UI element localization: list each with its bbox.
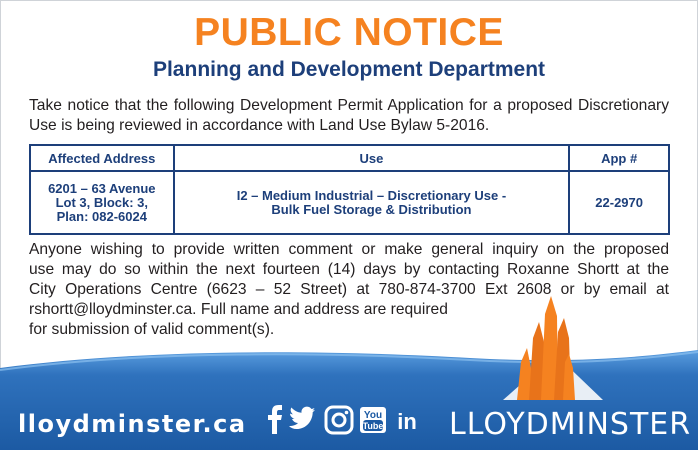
linkedin-icon[interactable] [397,409,417,434]
linkedin-in-text: in [397,409,417,434]
brand-wordmark: LLOYDMINSTER [449,407,692,442]
website-link[interactable]: lloydminster.ca [18,410,247,438]
body-line: rshortt@lloydminster.ca. Full name and address are required [29,301,448,318]
lloydminster-logo-mark [503,292,603,400]
address-line: 6201 – 63 Avenue [48,180,156,196]
table-row [30,171,669,234]
header-use: Use [174,145,570,171]
address-line: Plan: 082-6024 [56,208,147,224]
table-header-row [30,145,669,171]
address-cell [30,171,174,234]
body-line: City Operations Centre (6623 – 52 Street) at 780-874-3700 Ext 2608 or by email at [29,281,669,298]
facebook-icon[interactable] [268,405,282,434]
use-cell [174,171,570,234]
body-line: for submission of valid comment(s). [29,321,275,338]
social-icons [262,404,422,436]
department-subtitle: Planning and Development Department [152,58,546,81]
use-line: I2 – Medium Industrial – Discretionary Use - [236,187,507,203]
header-affected-address: Affected Address [30,145,174,171]
body-line: use may do so within the next fourteen (14) days by contacting Roxanne Shortt at the [29,261,669,278]
notice-title: PUBLIC NOTICE [194,11,504,54]
instagram-icon[interactable] [326,407,352,433]
address-line: Lot 3, Block: 3, [55,194,149,210]
youtube-icon[interactable] [360,407,386,433]
body-line: Anyone wishing to provide written comment or make general inquiry on the proposed [29,241,669,258]
twitter-icon[interactable] [289,407,315,429]
use-line: Bulk Fuel Storage & Distribution [271,201,472,217]
youtube-you-text: You [363,410,383,421]
application-table [29,144,670,235]
app-number-cell: 22-2970 [569,171,669,234]
header-app-number: App # [569,145,669,171]
youtube-tube-text: Tube [362,421,384,431]
intro-paragraph: Take notice that the following Development Permit Application for a proposed Discretionary Use is being reviewed in accordance with Land Use Bylaw 5-2016. [29,97,669,134]
